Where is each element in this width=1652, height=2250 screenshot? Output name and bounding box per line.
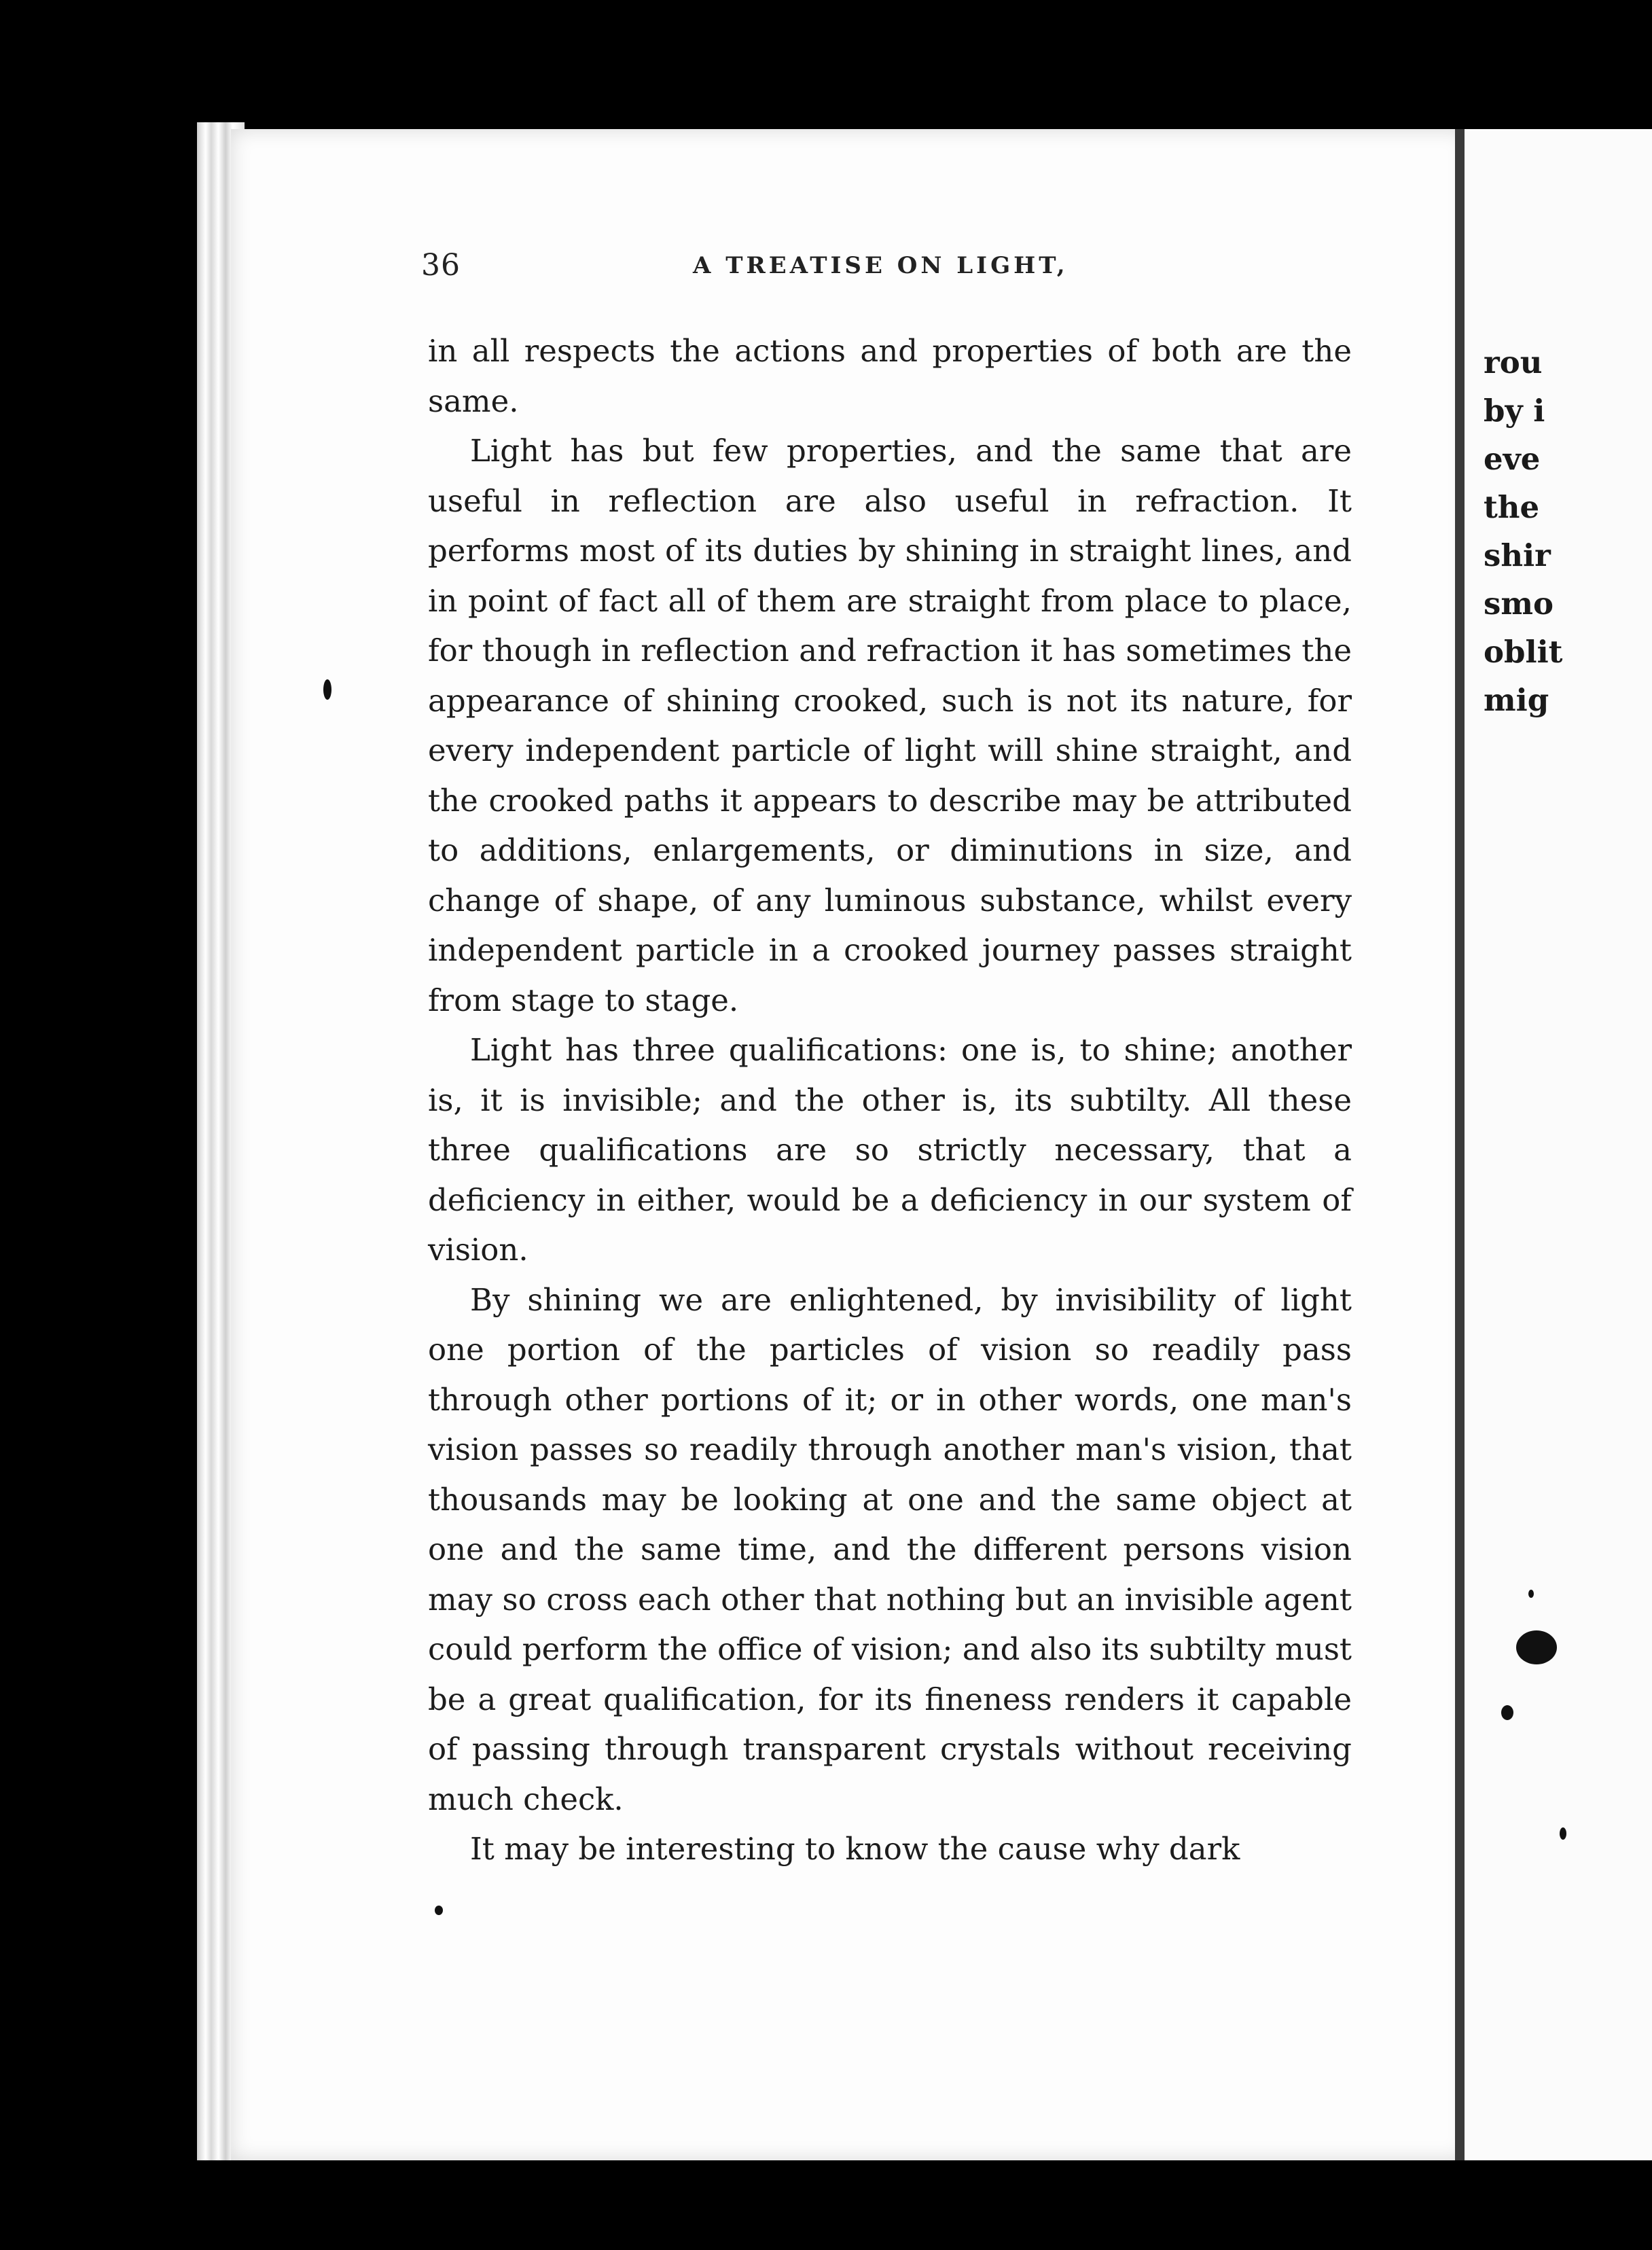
- facing-line: shir: [1484, 537, 1551, 573]
- facing-line: mig: [1484, 682, 1549, 718]
- facing-line: eve: [1484, 441, 1541, 477]
- paragraph-light-properties: Light has but few properties, and the same that are useful in reflection are also useful in refraction. It performs most of its duties by shining in straight lines, and in point of fact all of them are straight from place to place, for though in reflection and refraction it has sometimes the appearance of shining crooked, such is not its nature, for every independent particle of light will shine straight, and the crooked paths it appears to describe may be attributed to additions, enlargements, or diminutions in size, and change of shape, of any luminous substance, whilst every independent particle in a crooked journey passes straight from stage to stage.: [428, 433, 1352, 1018]
- paragraph-three-qualifications: Light has three qualifications: one is, to shine; another is, it is invisible; and the other is, its subtilty. All these three qualifications are so strictly necessary, that a deficiency in either, would be a deficiency in our system of vision.: [428, 1032, 1352, 1268]
- facing-line: smo: [1484, 586, 1554, 622]
- ink-speck: [1516, 1630, 1557, 1664]
- facing-line: by i: [1484, 393, 1545, 429]
- ink-speck: [1560, 1827, 1566, 1840]
- facing-line: the: [1484, 489, 1540, 525]
- ink-speck: [1501, 1705, 1513, 1720]
- ink-speck: [435, 1906, 443, 1915]
- ink-speck: [323, 679, 331, 700]
- running-head: [421, 248, 1352, 289]
- running-head-title: A TREATISE ON LIGHT,: [693, 252, 1069, 279]
- page-number: 36: [421, 248, 461, 283]
- paragraph-continuation: in all respects the actions and properties of both are the same.: [428, 333, 1352, 419]
- facing-line: rou: [1484, 344, 1543, 380]
- book-gutter: [1455, 129, 1465, 2160]
- facing-line: oblit: [1484, 634, 1563, 670]
- facing-page-text: [1484, 338, 1652, 724]
- paragraph-shining-invisibility: By shining we are enlightened, by invisibility of light one portion of the particles of vision so readily pass through other portions of it; or in other words, one man's vision passes so readily through another man's vision, that thousands may be looking at one and the same object at one and the same time, and the different persons vision may so cross each other that nothing but an invisible agent could perform the office of vision; and also its subtilty must be a great qualification, for its fineness renders it capable of passing through transparent crystals without receiving much check.: [428, 1281, 1352, 1817]
- paragraph-dark-cause: It may be interesting to know the cause why dark: [470, 1831, 1240, 1867]
- ink-speck: [1528, 1590, 1534, 1598]
- body-text: [428, 326, 1352, 1874]
